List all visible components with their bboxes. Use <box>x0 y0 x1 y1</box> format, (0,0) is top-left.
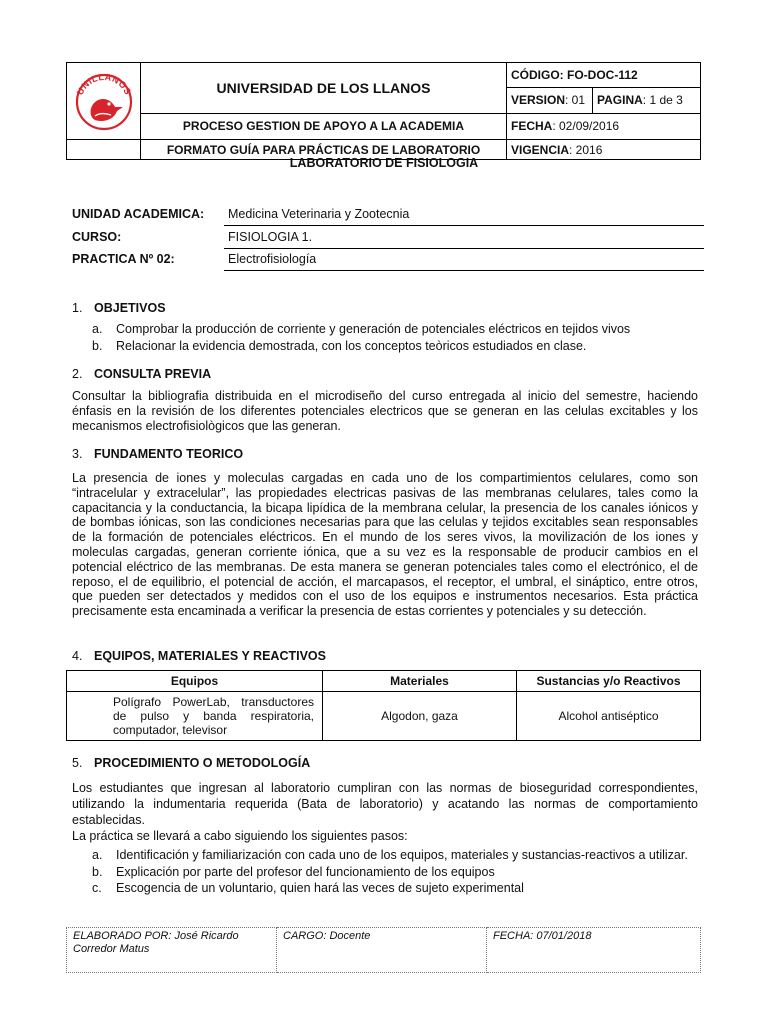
process-name: PROCESO GESTION DE APOYO A LA ACADEMIA <box>141 113 507 139</box>
equipment-table <box>66 670 701 741</box>
column-header-equipment: Equipos <box>67 671 323 692</box>
section-theory-title: 3. FUNDAMENTO TEORICO <box>72 447 244 461</box>
list-item: b. Explicación por parte del profesor del funcionamiento de los equipos <box>92 864 495 879</box>
info-row-course: CURSO: FISIOLOGIA 1. <box>72 226 704 249</box>
objectives-list <box>92 321 702 354</box>
lab-title: LABORATORIO DE FISIOLOGIA <box>289 156 479 170</box>
university-logo-icon <box>73 69 135 131</box>
table-row <box>67 692 701 741</box>
logo-text: UNILLANOS <box>74 71 133 97</box>
list-item: a. Identificación y familiarización con cada uno de los equipos, materiales y sustancias-reactivos a utilizar. <box>92 848 688 862</box>
position: CARGO: Docente <box>277 928 487 973</box>
info-row-unit: UNIDAD ACADEMICA: Medicina Veterinaria y Zootecnia <box>72 203 704 226</box>
logo-cell <box>67 63 141 140</box>
list-item: b. Relacionar la evidencia demostrada, con los conceptos teòricos estudiados en clase. <box>92 338 587 353</box>
procedure-steps-list <box>92 847 702 897</box>
date-cell: FECHA: 02/09/2016 <box>507 113 701 139</box>
cell-reagents: Alcohol antiséptico <box>517 692 701 741</box>
list-item: c. Escogencia de un voluntario, quien hará las veces de sujeto experimental <box>92 881 524 895</box>
prior-reading-text: Consultar la bibliografia distribuida en el microdiseño del curso entregada al inicio del semestre, haciendo énfasis en la revisión de los diferentes potenciales electricos que se generan en las celulas excitables y los mecanismos electrofisiològicos que las generan. <box>72 389 698 433</box>
version-cell: VERSION: 01 <box>507 87 593 113</box>
theory-text: La presencia de iones y moleculas cargadas en cada uno de los compartimientos celulares, como son “intracelular y extracelular”, las propiedades electricas pasivas de las membranas celulares, tales como la capacitancia y la conductancia, la bicapa lipídica de la membrana celular, la presencia de los canales iónicos y de bombas iónicas, son las condiciones necesarias para que las celulas y tejidos excitables sean responsables de la formación de potenciales eléctricos. En el mundo de los seres vivos, la movilización de los iones y moleculas cargadas, generan corriente iónica, que a su vez es la responsable de producir cambios en el potencial eléctrico de las membranas. De esta manera se generan potenciales tales como el electrónico, el de reposo, el de equilibrio, el potencial de acción, el marcapasos, el receptor, el umbral, el sináptico, entre otros, que pueden ser detectados y medidos con el uso de los equipos e instrumentos necesarios. Esta práctica precisamente esta encaminada a verificar la presencia de estas corrientes y potenciales y su detección. <box>72 471 698 619</box>
info-row-practice: PRACTICA Nº 02: Electrofisiología <box>72 248 704 271</box>
validity-cell: VIGENCIA: 2016 <box>507 140 701 160</box>
section-procedure-title: 5. PROCEDIMIENTO O METODOLOGÍA <box>72 756 311 770</box>
document-footer-table <box>66 927 701 973</box>
section-equipment-title: 4. EQUIPOS, MATERIALES Y REACTIVOS <box>72 649 326 663</box>
document-header-table <box>66 62 701 160</box>
column-header-reagents: Sustancias y/o Reactivos <box>517 671 701 692</box>
section-objectives-title: 1. OBJETIVOS <box>72 301 166 315</box>
procedure-steps-intro: La práctica se llevará a cabo siguiendo los siguientes pasos: <box>72 829 408 843</box>
university-name: UNIVERSIDAD DE LOS LLANOS <box>141 63 507 114</box>
list-item: a. Comprobar la producción de corriente y generación de potenciales eléctricos en tejidos vivos <box>92 322 631 336</box>
document-code: CÓDIGO: FO-DOC-112 <box>507 63 701 88</box>
course-info <box>72 203 704 271</box>
format-name: FORMATO GUÍA PARA PRÁCTICAS DE LABORATORIO <box>141 140 507 160</box>
cell-equipment: Polígrafo PowerLab, transductores de pulso y banda respiratoria, computador, televisor <box>67 692 323 741</box>
cell-materials: Algodon, gaza <box>323 692 517 741</box>
footer-date: FECHA: 07/01/2018 <box>487 928 701 973</box>
procedure-text: Los estudiantes que ingresan al laboratorio cumpliran con las normas de bioseguridad correspondientes, utilizando la indumentaria requerida (Bata de laboratorio) y acatando las normas de comportamiento establecidas. <box>72 781 698 827</box>
column-header-materials: Materiales <box>323 671 517 692</box>
prepared-by: ELABORADO POR: José Ricardo Corredor Matus <box>67 928 277 973</box>
page-cell: PAGINA: 1 de 3 <box>593 87 701 113</box>
section-prior-reading-title: 2. CONSULTA PREVIA <box>72 367 212 381</box>
svg-text:UNILLANOS <box>74 71 132 96</box>
table-header-row <box>67 671 701 692</box>
